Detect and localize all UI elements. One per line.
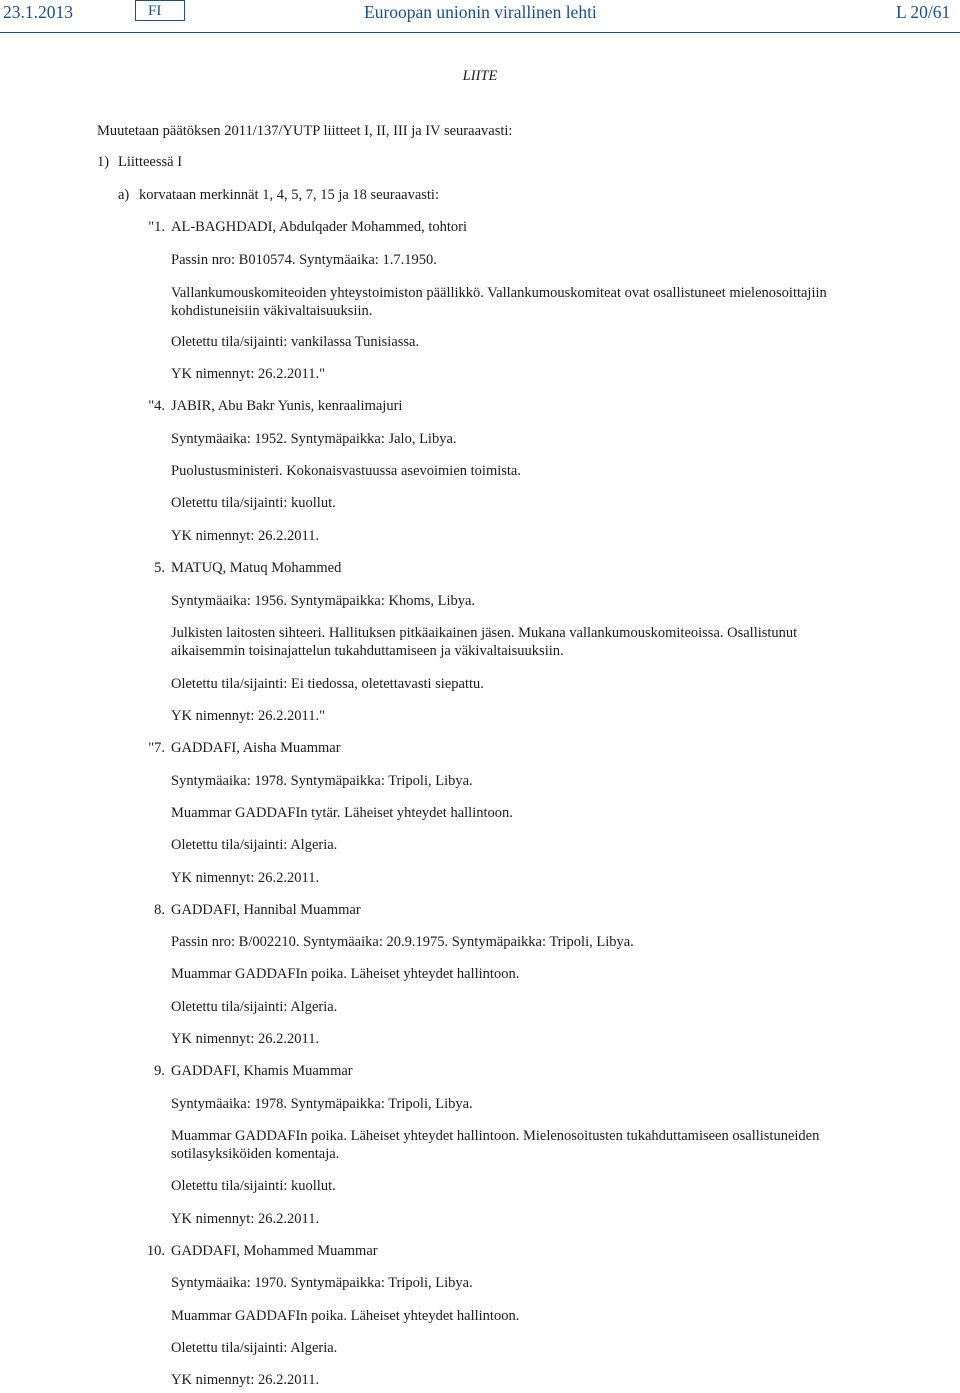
entry-number: "7. [148, 740, 165, 756]
entry-details: Syntymäaika: 1956. Syntymäpaikka: Khoms, Libya. [171, 593, 476, 609]
entry-status: Oletettu tila/sijainti: kuollut. [171, 495, 336, 511]
entry-listed: YK nimennyt: 26.2.2011. [171, 870, 320, 886]
header-date: 23.1.2013 [3, 2, 73, 22]
entry-name: GADDAFI, Mohammed Muammar [171, 1243, 378, 1259]
entry-number: 5. [154, 560, 165, 576]
entry-role: Muammar GADDAFIn tytär. Läheiset yhteydet hallintoon. [171, 805, 513, 821]
entry-listed: YK nimennyt: 26.2.2011. [171, 1372, 320, 1388]
entry-name: MATUQ, Matuq Mohammed [171, 560, 342, 576]
entry-listed: YK nimennyt: 26.2.2011." [171, 708, 325, 724]
intro-text: Muutetaan päätöksen 2011/137/YUTP liitteet I, II, III ja IV seuraavasti: [97, 123, 513, 139]
entry-number: "4. [148, 398, 165, 414]
entry-details: Syntymäaika: 1978. Syntymäpaikka: Tripoli, Libya. [171, 773, 473, 789]
entry-role: Vallankumouskomiteoiden yhteystoimiston päällikkö. Vallankumouskomiteat ovat osallistuneet mielenosoittajiin kohdistuneisiin väkivaltaisuuksiin. [171, 285, 827, 319]
entry-name: GADDAFI, Khamis Muammar [171, 1063, 353, 1079]
item-text: Liitteessä I [118, 154, 183, 170]
entry-name: GADDAFI, Aisha Muammar [171, 740, 341, 756]
subitem-text: korvataan merkinnät 1, 4, 5, 7, 15 ja 18 seuraavasti: [139, 187, 439, 203]
entry-role: Muammar GADDAFIn poika. Läheiset yhteydet hallintoon. Mielenosoitusten tukahduttamiseen osallistuneiden sotilasyksiköiden komentaja. [171, 1128, 820, 1162]
entry-name: AL-BAGHDADI, Abdulqader Mohammed, tohtori [171, 219, 467, 235]
entry-role: Puolustusministeri. Kokonaisvastuussa asevoimien toimista. [171, 463, 521, 479]
entry-number: "1. [148, 219, 165, 235]
entry-status: Oletettu tila/sijainti: Algeria. [171, 837, 338, 853]
entry-status: Oletettu tila/sijainti: vankilassa Tunisiassa. [171, 334, 420, 350]
entry-status: Oletettu tila/sijainti: kuollut. [171, 1178, 336, 1194]
entry-details: Syntymäaika: 1970. Syntymäpaikka: Tripoli, Libya. [171, 1275, 473, 1291]
entry-name: GADDAFI, Hannibal Muammar [171, 902, 361, 918]
entry-number: 10. [146, 1243, 165, 1259]
header-divider [0, 32, 960, 33]
entry-role: Muammar GADDAFIn poika. Läheiset yhteydet hallintoon. [171, 966, 520, 982]
entry-details: Passin nro: B010574. Syntymäaika: 1.7.1950. [171, 252, 437, 268]
entry-listed: YK nimennyt: 26.2.2011. [171, 528, 320, 544]
entry-details: Syntymäaika: 1952. Syntymäpaikka: Jalo, Libya. [171, 431, 457, 447]
annex-title: LIITE [462, 68, 498, 84]
item-number: 1) [97, 154, 110, 170]
entry-status: Oletettu tila/sijainti: Algeria. [171, 1340, 338, 1356]
page-reference: L 20/61 [896, 2, 951, 22]
entry-status: Oletettu tila/sijainti: Ei tiedossa, oletettavasti siepattu. [171, 676, 484, 692]
subitem-number: a) [118, 187, 130, 203]
journal-title: Euroopan unionin virallinen lehti [364, 2, 597, 22]
entry-details: Passin nro: B/002210. Syntymäaika: 20.9.1975. Syntymäpaikka: Tripoli, Libya. [171, 934, 634, 950]
entry-details: Syntymäaika: 1978. Syntymäpaikka: Tripoli, Libya. [171, 1096, 473, 1112]
entry-listed: YK nimennyt: 26.2.2011. [171, 1031, 320, 1047]
entry-status: Oletettu tila/sijainti: Algeria. [171, 999, 338, 1015]
entry-number: 8. [154, 902, 165, 918]
entry-name: JABIR, Abu Bakr Yunis, kenraalimajuri [171, 398, 403, 414]
entry-listed: YK nimennyt: 26.2.2011." [171, 366, 325, 382]
entry-role: Julkisten laitosten sihteeri. Hallituksen pitkäaikainen jäsen. Mukana vallankumouskomiteoissa. Osallistunut aikaisemmin toisinajattelun tukahduttamiseen ja väkivaltaisuuksiin. [171, 625, 798, 659]
language-code-box: FI [135, 0, 185, 21]
entry-number: 9. [154, 1063, 165, 1079]
entry-role: Muammar GADDAFIn poika. Läheiset yhteydet hallintoon. [171, 1308, 520, 1324]
entry-listed: YK nimennyt: 26.2.2011. [171, 1211, 320, 1227]
